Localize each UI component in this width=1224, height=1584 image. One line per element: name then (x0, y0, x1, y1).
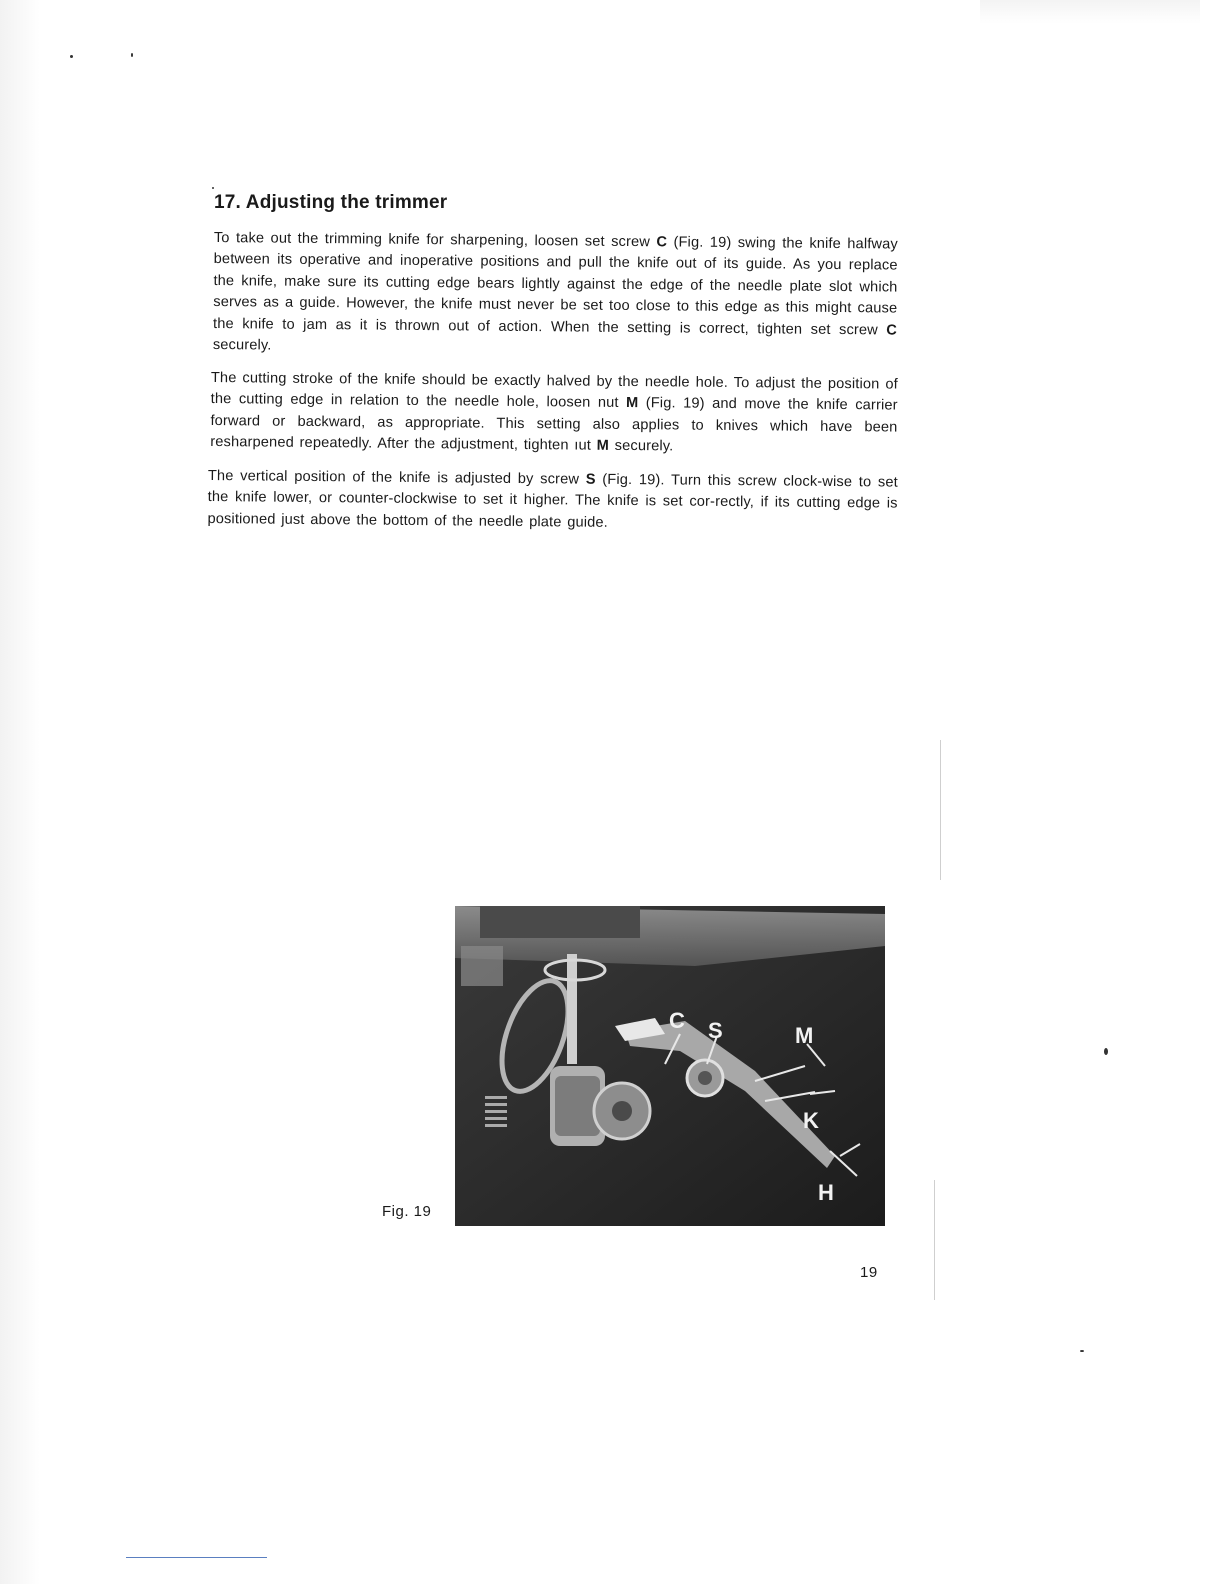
paragraph-text: (Fig. 19) swing the knife halfway between its operative and inoperative positions and pull the knife out of its guide. As you replace the knife, make sure its cutting edge bears lightly against the edge of the needle plate slot which serves as a guide. However, the knife must never be set too close to this edge as this might cause the knife to jam as it is thrown out of action. When the setting is correct, tighten set screw (213, 234, 898, 339)
callout-c: C (669, 1008, 685, 1033)
screw-c-label: C (886, 322, 898, 339)
trimmer-section (208, 192, 898, 542)
scan-speck (1080, 1350, 1084, 1352)
figure-caption: Fig. 19 (382, 1203, 432, 1220)
scan-speck (70, 55, 73, 58)
scan-edge-rule (126, 1557, 267, 1558)
callout-m: M (795, 1023, 814, 1048)
figure-photo (455, 906, 885, 1226)
scan-shadow-top (980, 0, 1200, 24)
paragraph-removing-knife (213, 228, 898, 363)
page-number: 19 (860, 1264, 878, 1281)
paragraph-text: The cutting stroke of the knife should be exactly halved by the needle hole. To adjust the position of the cutting edge in relation to the needle hole, loosen nut (210, 370, 898, 412)
nut-m-label: M (625, 395, 639, 412)
trimmer-photo-illustration (455, 906, 885, 1226)
scan-speck (131, 53, 133, 57)
paragraph-text: securely. (212, 337, 272, 354)
scan-margin-line (940, 740, 941, 880)
paragraph-cutting-stroke (210, 368, 898, 460)
scan-speck (1104, 1048, 1108, 1055)
callout-k: K (803, 1108, 819, 1133)
scan-shadow-left (0, 0, 40, 1584)
nut-m-label: M (596, 438, 610, 455)
callout-h: H (818, 1180, 834, 1205)
section-heading: 17. Adjusting the trimmer (214, 192, 448, 213)
screw-c-label: C (656, 234, 668, 251)
paragraph-text: To take out the trimming knife for sharpening, loosen set screw (213, 229, 657, 251)
paragraph-text: (Fig. 19) and move the knife carrier forward or backward, as appropriate. This setting also applies to knives which have been resharpened repeatedly. After the adjustment, tighten ıut (210, 395, 898, 455)
scan-margin-line (934, 1180, 935, 1300)
screw-s-label: S (585, 471, 596, 488)
paragraph-text: securely. (608, 438, 674, 456)
paragraph-vertical-position (207, 466, 898, 537)
scan-speck (212, 187, 214, 189)
paragraph-text: The vertical position of the knife is adjusted by screw (207, 468, 586, 488)
callout-s: S (708, 1018, 723, 1043)
paragraph-text: (Fig. 19). Turn this screw clock-wise to set the knife lower, or counter-clockwise to set it higher. The knife is set cor-rectly, if its cutting edge is positioned just above the bottom of the needle plate guide. (207, 471, 898, 531)
